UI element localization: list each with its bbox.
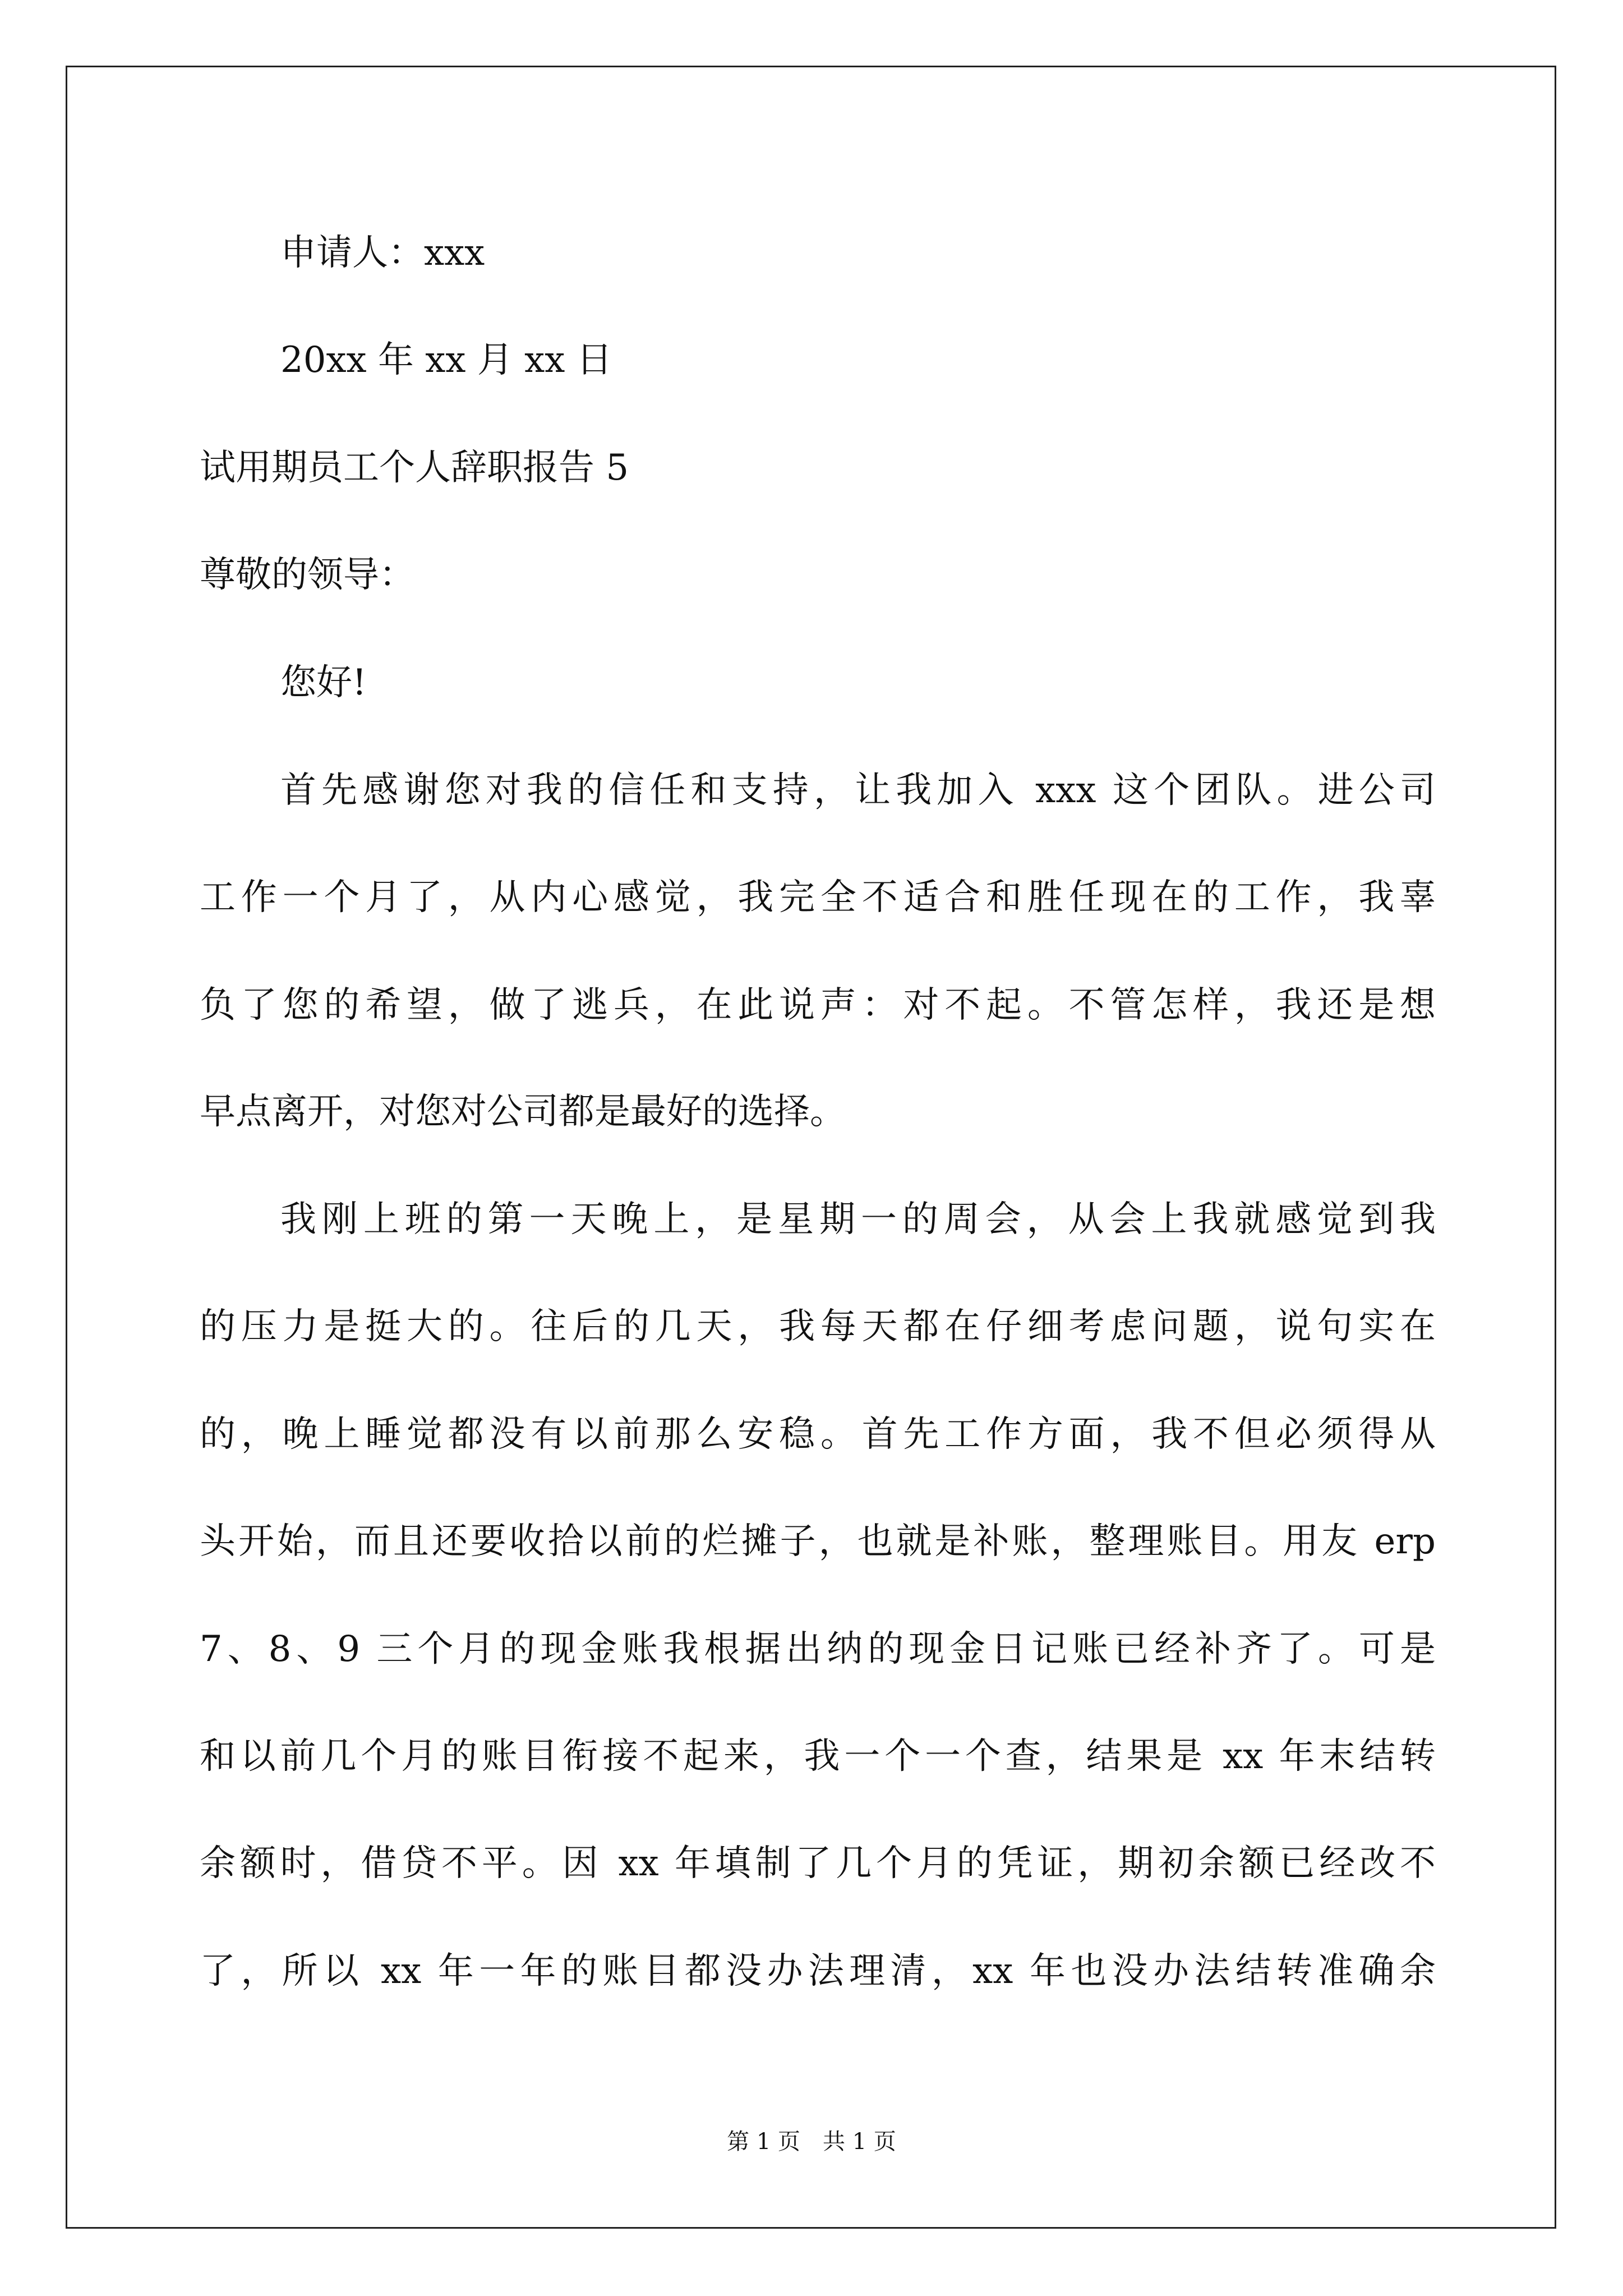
date-line: 20xx 年 xx 月 xx 日 (280, 339, 612, 381)
body-line: 早点离开，对您对公司都是最好的选择。 (200, 1091, 846, 1133)
body-line: 工作一个月了，从内心感觉，我完全不适合和胜任现在的工作，我辜 (200, 877, 1436, 918)
body-line: 和以前几个月的账目衔接不起来，我一个一个查，结果是 xx 年末结转 (200, 1736, 1436, 1777)
page-number: 第 1 页 共 1 页 (727, 2129, 896, 2155)
page-border (66, 66, 1556, 2229)
body-line: 的，晚上睡觉都没有以前那么安稳。首先工作方面，我不但必须得从 (200, 1414, 1436, 1455)
body-line: 首先感谢您对我的信任和支持，让我加入 xxx 这个团队。进公司 (280, 770, 1436, 811)
applicant-line: 申请人：xxx (280, 232, 485, 274)
body-line: 7、8、9 三个月的现金账我根据出纳的现金日记账已经补齐了。可是 (200, 1628, 1436, 1670)
salutation: 尊敬的领导： (200, 554, 415, 596)
body-line: 了，所以 xx 年一年的账目都没办法理清，xx 年也没办法结转准确余 (200, 1950, 1436, 1992)
report-title: 试用期员工个人辞职报告 5 (200, 447, 629, 489)
body-line: 我刚上班的第一天晚上，是星期一的周会，从会上我就感觉到我 (280, 1199, 1436, 1240)
body-line: 负了您的希望，做了逃兵，在此说声：对不起。不管怎样，我还是想 (200, 984, 1436, 1026)
body-line: 头开始，而且还要收拾以前的烂摊子，也就是补账，整理账目。用友 erp (200, 1521, 1436, 1562)
body-line: 余额时，借贷不平。因 xx 年填制了几个月的凭证，期初余额已经改不 (200, 1843, 1436, 1884)
body-line: 的压力是挺大的。往后的几天，我每天都在仔细考虑问题，说句实在 (200, 1306, 1436, 1347)
greeting: 您好! (280, 662, 367, 703)
